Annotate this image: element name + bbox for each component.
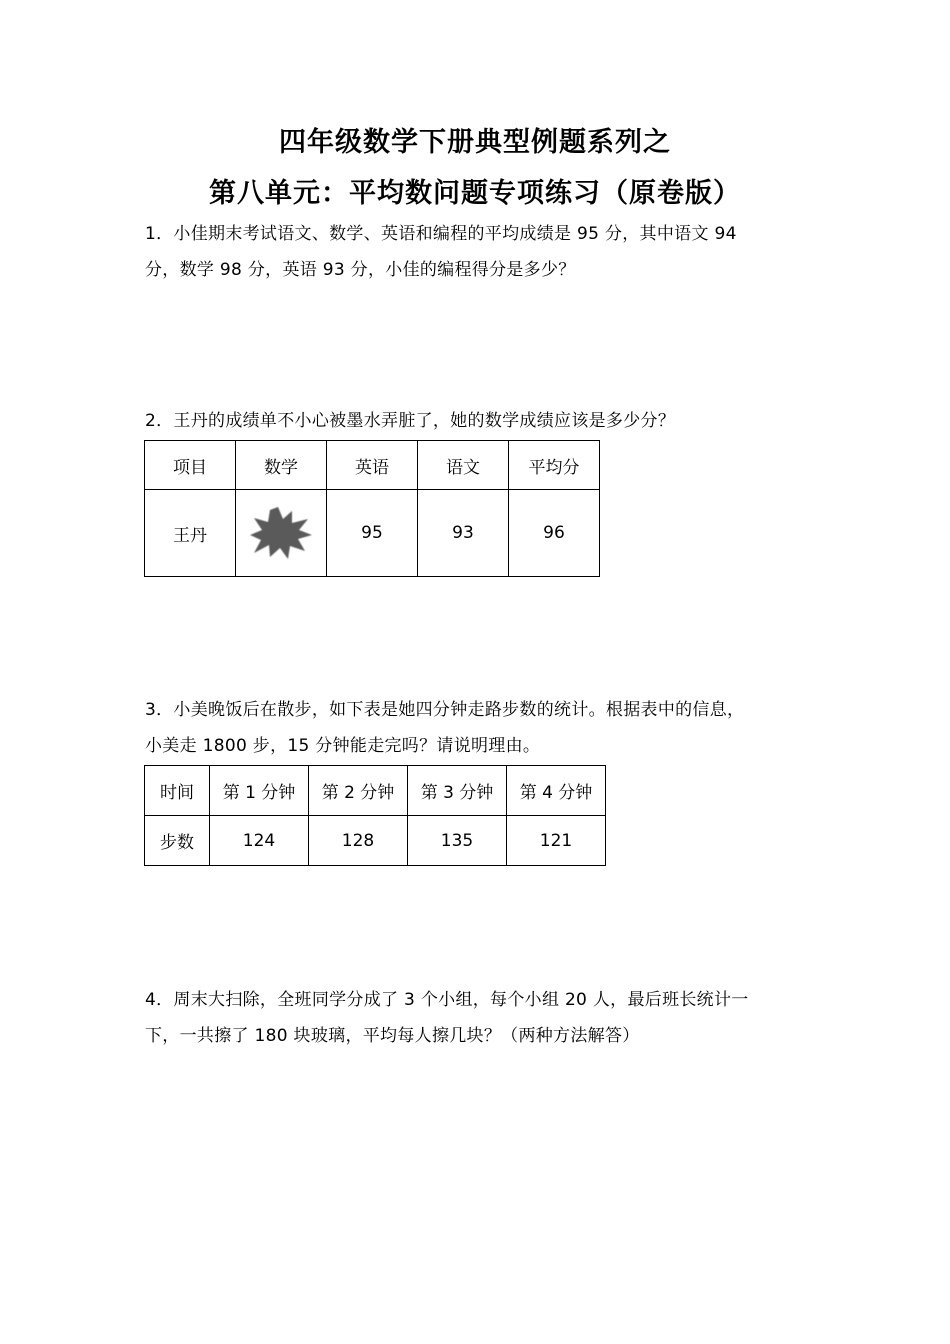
question-3-line-2: 小美走 1800 步，15 分钟能走完吗？请说明理由。 <box>145 736 541 756</box>
steps-table-header-minute-3: 第 3 分钟 <box>408 766 507 816</box>
steps-table-label-cell: 步数 <box>145 816 210 866</box>
question-3-line-1: 3．小美晚饭后在散步，如下表是她四分钟走路步数的统计。根据表中的信息， <box>145 700 745 720</box>
score-table-average-cell: 96 <box>509 490 600 577</box>
question-4-line-2: 下，一共擦了 180 块玻璃，平均每人擦几块？（两种方法解答） <box>145 1026 640 1046</box>
steps-table-minute-3-cell: 135 <box>408 816 507 866</box>
question-4-line-1: 4．周末大扫除，全班同学分成了 3 个小组，每个小组 20 人，最后班长统计一 <box>145 990 749 1010</box>
score-table-header-english: 英语 <box>327 441 418 490</box>
steps-table-minute-2-cell: 128 <box>309 816 408 866</box>
score-table-math-cell <box>236 490 327 577</box>
steps-table-row <box>145 816 606 866</box>
score-table <box>144 440 600 577</box>
question-2 <box>145 403 815 439</box>
steps-table-header-row <box>145 766 606 816</box>
page-title-line-2: 第八单元：平均数问题专项练习（原卷版） <box>209 178 741 209</box>
ink-blot-icon <box>248 505 314 561</box>
score-table-header-row <box>145 441 600 490</box>
score-table-header-math: 数学 <box>236 441 327 490</box>
score-table-name-cell: 王丹 <box>145 490 236 577</box>
question-1 <box>145 216 815 288</box>
question-3 <box>145 692 815 764</box>
steps-table-header-minute-2: 第 2 分钟 <box>309 766 408 816</box>
score-table-english-cell: 95 <box>327 490 418 577</box>
steps-table-header-minute-1: 第 1 分钟 <box>210 766 309 816</box>
question-1-line-1: 1．小佳期末考试语文、数学、英语和编程的平均成绩是 95 分，其中语文 94 <box>145 224 737 244</box>
score-table-row <box>145 490 600 577</box>
question-1-line-2: 分，数学 98 分，英语 93 分，小佳的编程得分是多少？ <box>145 260 576 280</box>
steps-table-header-time: 时间 <box>145 766 210 816</box>
steps-table-header-minute-4: 第 4 分钟 <box>507 766 606 816</box>
score-table-header-average: 平均分 <box>509 441 600 490</box>
score-table-chinese-cell: 93 <box>418 490 509 577</box>
score-table-header-chinese: 语文 <box>418 441 509 490</box>
score-table-header-item: 项目 <box>145 441 236 490</box>
steps-table <box>144 765 606 866</box>
steps-table-minute-4-cell: 121 <box>507 816 606 866</box>
page-title-line-1: 四年级数学下册典型例题系列之 <box>279 127 671 158</box>
steps-table-minute-1-cell: 124 <box>210 816 309 866</box>
question-2-line-1: 2．王丹的成绩单不小心被墨水弄脏了，她的数学成绩应该是多少分？ <box>145 411 676 431</box>
question-4 <box>145 982 815 1054</box>
